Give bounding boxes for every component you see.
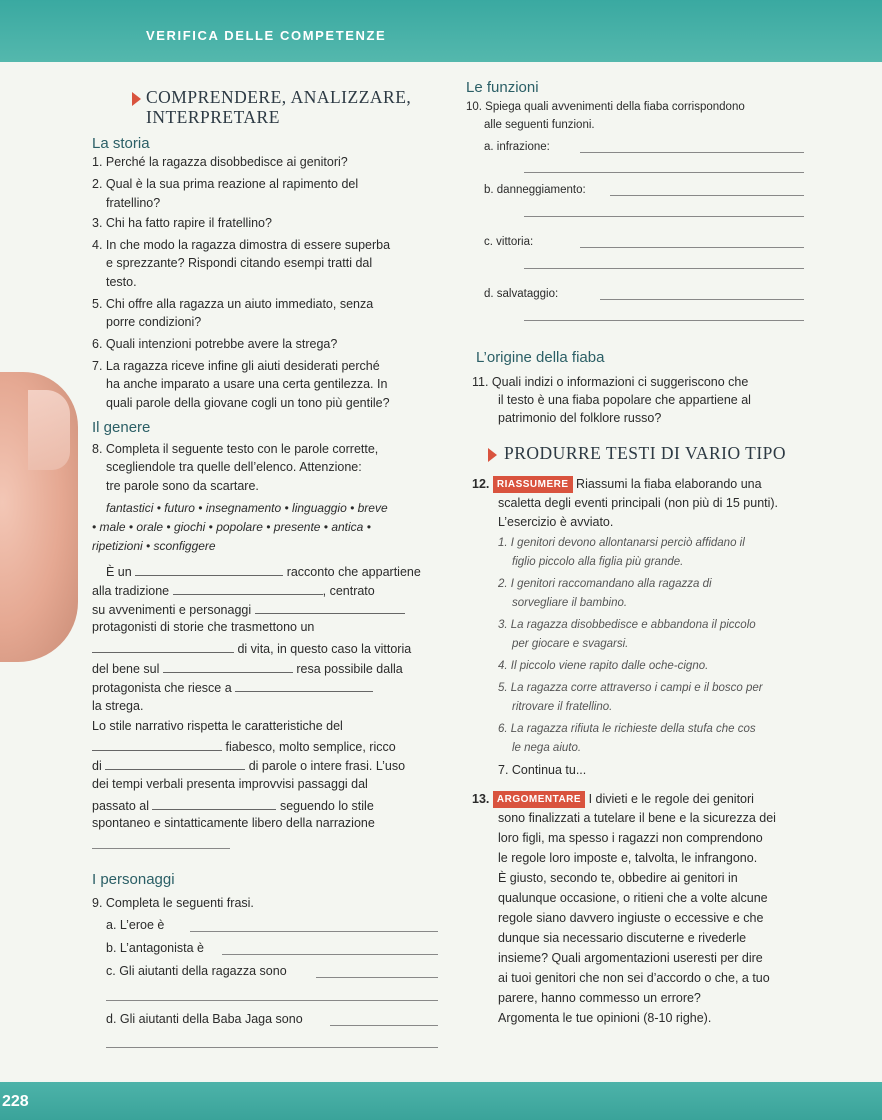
cloze-line-7 [92,679,373,696]
summary-point-6-cont: le nega aiuto. [512,742,582,754]
heading-storia: La storia [92,135,150,152]
heading-origine: L’origine della fiaba [476,349,605,366]
answer-line[interactable] [610,195,804,196]
question-13-line: loro figli, ma spesso i ragazzi non comprendono [498,831,763,845]
blank-field[interactable] [235,679,373,692]
question-9: 9. Completa le seguenti frasi. [92,896,254,910]
cloze-line-8: la strega. [92,699,144,713]
cloze-line-4: protagonisti di storie che trasmettono un [92,620,315,634]
section-title: COMPRENDERE, ANALIZZARE, [146,87,412,107]
question-1: 1. Perché la ragazza disobbedisce ai genitori? [92,155,348,169]
question-4-cont: e sprezzante? Rispondi citando esempi tratti dal [106,256,373,270]
cloze-text: seguendo lo stile [279,799,374,813]
summary-point-7: 7. Continua tu... [498,763,587,777]
function-d: d. salvataggio: [484,288,559,300]
question-12-cont: scaletta degli eventi principali (non più di 15 punti). [498,496,779,510]
question-13-line: insieme? Quali argomentazioni useresti per dire [498,951,763,965]
section-arrow-icon [132,92,141,106]
cloze-line-2 [92,582,375,599]
question-5: 5. Chi offre alla ragazza un aiuto immediato, senza [92,297,374,311]
answer-line[interactable] [190,931,438,932]
blank-field[interactable] [163,660,293,673]
cloze-text: alla tradizione [92,584,170,598]
question-7: 7. La ragazza riceve infine gli aiuti desiderati perché [92,359,380,373]
summary-point-5: 5. La ragazza corre attraverso i campi e il bosco per [498,682,763,694]
cloze-text: resa possibile dalla [296,662,403,676]
answer-line[interactable] [524,268,804,269]
question-8-cont2: tre parole sono da scartare. [106,479,259,493]
blank-field[interactable] [152,797,276,810]
cloze-text: , centrato [322,584,375,598]
blank-field[interactable] [105,757,245,770]
question-13-line: qualunque occasione, o ritieni che a volte alcune [498,891,768,905]
answer-line[interactable] [524,216,804,217]
question-3: 3. Chi ha fatto rapire il fratellino? [92,216,272,230]
summary-point-1: 1. I genitori devono allontanarsi perciò affidano il [498,537,745,549]
question-2: 2. Qual è la sua prima reazione al rapimento del [92,177,359,191]
page-number: 228 [2,1093,29,1110]
question-2-cont: fratellino? [106,196,161,210]
blank-field[interactable] [135,563,283,576]
summary-point-4: 4. Il piccolo viene rapito dalle oche-cigno. [498,660,709,672]
answer-line[interactable] [330,1025,438,1026]
section-arrow-icon [488,448,497,462]
question-number: 12. [472,476,490,491]
function-b: b. danneggiamento: [484,184,586,196]
summary-point-3: 3. La ragazza disobbedisce e abbandona il piccolo [498,619,756,631]
answer-line[interactable] [106,1000,438,1001]
question-12-text: Riassumi la fiaba elaborando una [576,476,762,491]
question-13-line: sono finalizzati a tutelare il bene e la sicurezza dei [498,811,776,825]
badge-argomentare: ARGOMENTARE [493,791,585,808]
header-title: VERIFICA DELLE COMPETENZE [146,28,387,43]
question-11: 11. Quali indizi o informazioni ci suggeriscono che [472,375,749,389]
question-9d: d. Gli aiutanti della Baba Jaga sono [106,1012,303,1026]
cloze-line-14: spontaneo e sintatticamente libero della narrazione [92,816,375,830]
answer-line[interactable] [580,247,804,248]
cloze-line-3 [92,601,405,618]
blank-field[interactable] [255,601,405,614]
question-9c: c. Gli aiutanti della ragazza sono [106,964,287,978]
cloze-text: di [92,759,102,773]
question-13-line: ai tuoi genitori che non sei d’accordo o che, a tuo [498,971,770,985]
question-13-line: È giusto, secondo te, obbedire ai genitori in [498,871,738,885]
answer-line[interactable] [524,172,804,173]
cloze-line-12: dei tempi verbali presenta improvvisi passaggi dal [92,777,368,791]
answer-line[interactable] [580,152,804,153]
thumbnail-photo-artifact [28,390,70,470]
question-7-cont: ha anche imparato a usare una certa gentilezza. In [106,377,388,391]
question-13-line: parere, hanno commesso un errore? [498,991,701,1005]
blank-field[interactable] [92,640,234,653]
question-12 [472,476,762,493]
question-number: 13. [472,791,490,806]
badge-riassumere: RIASSUMERE [493,476,573,493]
answer-line[interactable] [600,299,804,300]
heading-funzioni: Le funzioni [466,79,539,96]
blank-field[interactable] [92,848,230,849]
heading-personaggi: I personaggi [92,871,175,888]
function-a: a. infrazione: [484,141,550,153]
blank-field[interactable] [173,582,323,595]
cloze-text: racconto che appartiene [286,565,421,579]
cloze-line-11 [92,757,405,774]
question-13 [472,791,754,808]
word-list-1: fantastici • futuro • insegnamento • linguaggio • breve [106,501,388,515]
question-13-line: regole siano davvero ingiuste o eccessive e che [498,911,764,925]
question-5-cont: porre condizioni? [106,315,202,329]
answer-line[interactable] [222,954,438,955]
summary-point-2-cont: sorvegliare il bambino. [512,597,628,609]
cloze-line-13 [92,797,374,814]
answer-line[interactable] [316,977,438,978]
cloze-text: fiabesco, molto semplice, ricco [225,740,396,754]
section-title-2: INTERPRETARE [146,107,280,127]
question-4-cont2: testo. [106,275,137,289]
question-8: 8. Completa il seguente testo con le parole corrette, [92,442,379,456]
cloze-text: di vita, in questo caso la vittoria [237,642,412,656]
word-list-3: ripetizioni • sconfiggere [92,539,216,553]
question-10: 10. Spiega quali avvenimenti della fiaba corrispondono [466,101,745,113]
cloze-text: di parole o intere frasi. L’uso [248,759,406,773]
question-12-cont2: L’esercizio è avviato. [498,515,614,529]
question-8-cont: scegliendole tra quelle dell’elenco. Attenzione: [106,460,362,474]
cloze-line-6 [92,660,403,677]
cloze-text: passato al [92,799,149,813]
question-13-line: le regole loro imposte e, talvolta, le infrangono. [498,851,758,865]
answer-line[interactable] [106,1047,438,1048]
question-9a: a. L’eroe è [106,918,165,932]
summary-point-5-cont: ritrovare il fratellino. [512,701,613,713]
cloze-text: È un [106,565,132,579]
cloze-text: su avvenimenti e personaggi [92,603,252,617]
question-13-line: Argomenta le tue opinioni (8-10 righe). [498,1011,712,1025]
summary-point-6: 6. La ragazza rifiuta le richieste della stufa che cos [498,723,756,735]
summary-point-3-cont: per giocare e svagarsi. [512,638,629,650]
heading-genere: Il genere [92,419,151,436]
footer-bar [0,1082,882,1120]
question-13-line: dunque sia necessario discuterne e rivederle [498,931,747,945]
cloze-text: protagonista che riesce a [92,681,232,695]
question-11-cont2: patrimonio del folklore russo? [498,411,662,425]
section-title-produrre: PRODURRE TESTI DI VARIO TIPO [504,443,787,463]
question-11-cont: il testo è una fiaba popolare che appartiene al [498,393,751,407]
summary-point-2: 2. I genitori raccomandano alla ragazza di [498,578,712,590]
function-c: c. vittoria: [484,236,534,248]
blank-field[interactable] [92,738,222,751]
cloze-line-9: Lo stile narrativo rispetta le caratteristiche del [92,719,343,733]
question-6: 6. Quali intenzioni potrebbe avere la strega? [92,337,338,351]
cloze-text: del bene sul [92,662,160,676]
cloze-line-1 [106,563,421,580]
word-list-2: • male • orale • giochi • popolare • presente • antica • [92,520,371,534]
question-4: 4. In che modo la ragazza dimostra di essere superba [92,238,391,252]
header-bar [0,0,882,62]
question-10-cont: alle seguenti funzioni. [484,119,595,131]
cloze-line-5 [92,640,411,657]
summary-point-1-cont: figlio piccolo alla figlia più grande. [512,556,684,568]
question-9b: b. L’antagonista è [106,941,204,955]
question-7-cont2: quali parole della giovane cogli un tono più gentile? [106,396,390,410]
answer-line[interactable] [524,320,804,321]
question-13-text: I divieti e le regole dei genitori [588,791,754,806]
cloze-line-10 [92,738,396,755]
